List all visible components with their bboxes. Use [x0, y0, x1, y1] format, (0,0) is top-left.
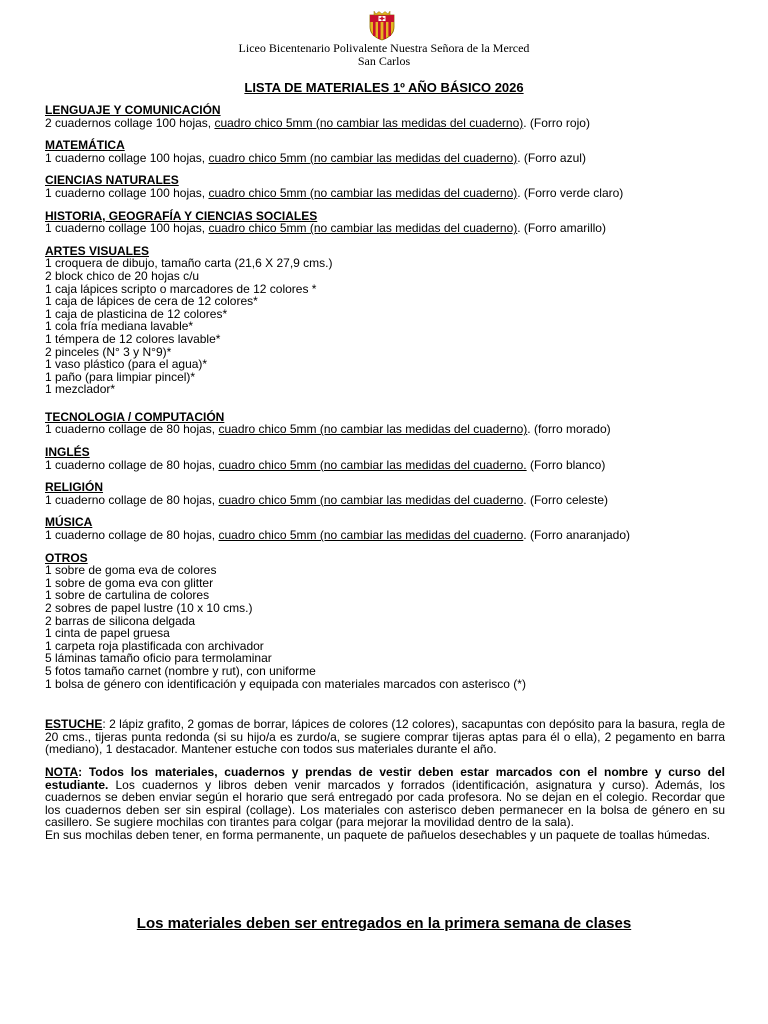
- section-item: 1 cuaderno collage 100 hojas, cuadro chico 5mm (no cambiar las medidas del cuaderno). (Forro azul): [45, 150, 586, 165]
- section-heading: TECNOLOGIA / COMPUTACIÓN: [45, 409, 225, 424]
- section-matematica: [45, 139, 725, 164]
- list-item: 5 láminas tamaño oficio para termolaminar: [45, 651, 272, 666]
- section-artes: [45, 245, 725, 396]
- list-item: 1 témpera de 12 colores lavable*: [45, 331, 221, 346]
- list-item: 1 paño (para limpiar pincel)*: [45, 369, 196, 384]
- section-ingles: [45, 446, 725, 471]
- list-item: 1 sobre de cartulina de colores: [45, 588, 210, 603]
- list-item: 2 sobres de papel lustre (10 x 10 cms.): [45, 601, 253, 615]
- section-heading: LENGUAJE Y COMUNICACIÓN: [45, 103, 221, 117]
- nota-paragraph-2: En sus mochilas deben tener, en forma permanente, un paquete de pañuelos desechables y un paquete de toallas húmedas.: [45, 827, 711, 842]
- list-item: 1 bolsa de género con identificación y equipada con materiales marcados con asterisco (*): [45, 676, 526, 691]
- section-tecnologia: [45, 411, 725, 436]
- materials-list: [45, 104, 725, 842]
- nota-paragraph: [45, 766, 725, 829]
- section-otros: [45, 552, 725, 691]
- section-heading: HISTORIA, GEOGRAFÍA Y CIENCIAS SOCIALES: [45, 208, 318, 223]
- section-item: 1 cuaderno collage de 80 hojas, cuadro chico 5mm (no cambiar las medidas del cuaderno. (Forro anaranjado): [45, 528, 631, 543]
- section-heading: RELIGIÓN: [45, 480, 104, 495]
- list-item: 1 sobre de goma eva de colores: [45, 563, 217, 578]
- list-item: 2 barras de silicona delgada: [45, 613, 196, 628]
- estuche-paragraph: [45, 718, 725, 756]
- list-item: 1 croquera de dibujo, tamaño carta (21,6 X 27,9 cms.): [45, 256, 333, 271]
- delivery-note: Los materiales deben ser entregados en la primera semana de clases: [136, 915, 632, 932]
- section-item: 1 cuaderno collage 100 hojas, cuadro chico 5mm (no cambiar las medidas del cuaderno). (Forro amarillo): [45, 221, 606, 236]
- school-crest-icon: [366, 9, 398, 41]
- section-historia: [45, 210, 725, 235]
- list-item: 1 caja de lápices de cera de 12 colores*: [45, 294, 258, 309]
- school-city: San Carlos: [357, 54, 411, 68]
- school-name: Liceo Bicentenario Polivalente Nuestra Señora de la Merced: [238, 41, 530, 55]
- section-musica: [45, 516, 725, 541]
- section-item: 2 cuadernos collage 100 hojas, cuadro chico 5mm (no cambiar las medidas del cuaderno). (Forro rojo): [45, 115, 590, 130]
- estuche-label: ESTUCHE: [45, 717, 103, 732]
- list-item: 1 cinta de papel gruesa: [45, 626, 170, 641]
- section-heading: MATEMÁTICA: [45, 138, 125, 153]
- list-item: 5 fotos tamaño carnet (nombre y rut), con uniforme: [45, 663, 316, 678]
- list-item: 1 caja de plasticina de 12 colores*: [45, 306, 228, 321]
- section-lenguaje: [45, 104, 725, 129]
- list-item: 1 caja lápices scripto o marcadores de 12 colores *: [45, 281, 317, 296]
- list-item: 1 mezclador*: [45, 382, 116, 397]
- section-item: 1 cuaderno collage de 80 hojas, cuadro chico 5mm (no cambiar las medidas del cuaderno. (Forro celeste): [45, 492, 608, 507]
- section-heading: CIENCIAS NATURALES: [45, 173, 179, 188]
- list-item: 1 vaso plástico (para el agua)*: [45, 357, 208, 372]
- document-title: LISTA DE MATERIALES 1º AÑO BÁSICO 2026: [244, 80, 524, 95]
- section-heading: ARTES VISUALES: [45, 243, 150, 258]
- nota-text: Los cuadernos y libros deben venir marcados y forrados (identificación, asignatura y curso). Además, los cuadernos se deben enviar según el horario que será entregado por cada profesora. No se dejan en el colegio. Recordar que los cuadernos deben ser sin espiral (collage). Los materiales con asterisco deben permanecer en la bolsa de género en su casillero. Se sugiere mochilas con tirantes para colgar (para mejorar la movilidad dentro de la sala).: [45, 777, 725, 830]
- list-item: 1 carpeta roja plastificada con archivador: [45, 638, 264, 653]
- nota-label: NOTA: [45, 764, 79, 779]
- section-item: 1 cuaderno collage 100 hojas, cuadro chico 5mm (no cambiar las medidas del cuaderno). (Forro verde claro): [45, 185, 624, 200]
- nota-bold-text: : Todos los materiales, cuadernos y prendas de vestir deben estar marcados con el nombre y curso del estudiante.: [45, 764, 725, 792]
- section-heading: MÚSICA: [45, 515, 93, 530]
- list-item: 2 block chico de 20 hojas c/u: [45, 268, 200, 283]
- section-item: 1 cuaderno collage de 80 hojas, cuadro chico 5mm (no cambiar las medidas del cuaderno). (forro morado): [45, 422, 611, 437]
- section-religion: [45, 481, 725, 506]
- estuche-text: : 2 lápiz grafito, 2 gomas de borrar, lápices de colores (12 colores), sacapuntas con depósito para la basura, regla de 20 cms., tijeras punta redonda (si su hijo/a es zurdo/a, se sugiere comprar tijeras aptas para él o ella), 2 pegamento en barra (mediano), 1 destacador. Mantener estuche con todos sus materiales durante el año.: [45, 717, 725, 757]
- section-heading: OTROS: [45, 550, 88, 565]
- list-item: 2 pinceles (N° 3 y N°9)*: [45, 344, 172, 359]
- list-item: 1 sobre de goma eva con glitter: [45, 575, 214, 590]
- section-item: 1 cuaderno collage de 80 hojas, cuadro chico 5mm (no cambiar las medidas del cuaderno. (Forro blanco): [45, 457, 606, 472]
- section-heading: INGLÉS: [45, 445, 90, 460]
- section-ciencias: [45, 174, 725, 199]
- list-item: 1 cola fría mediana lavable*: [45, 319, 194, 334]
